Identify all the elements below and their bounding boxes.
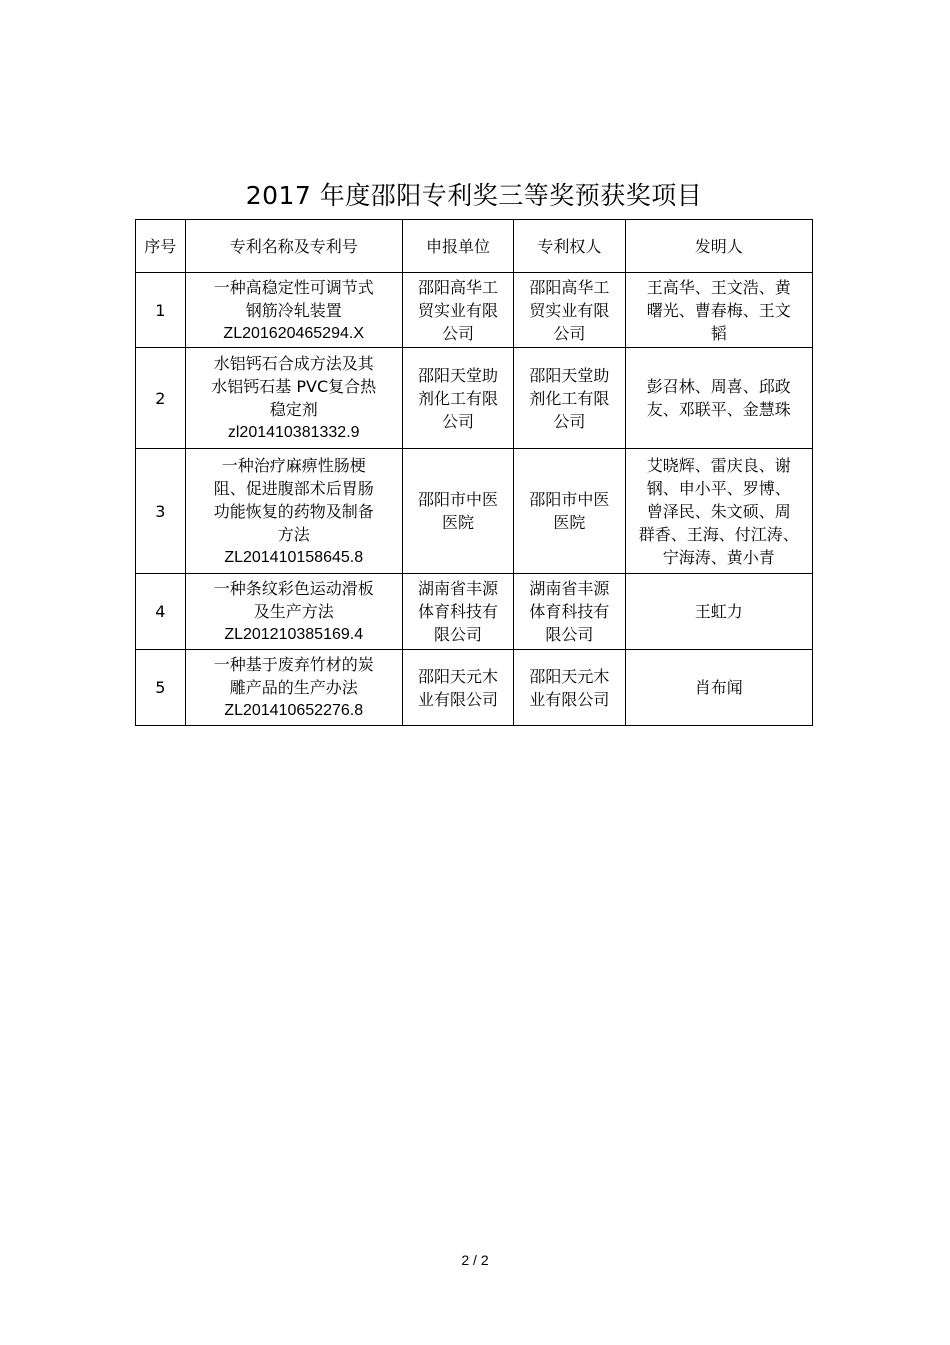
applicant-cell bbox=[402, 449, 513, 574]
inventors-line: 韬 bbox=[710, 323, 727, 343]
patent-name-line: 一种治疗麻痹性肠梗 bbox=[221, 455, 366, 475]
applicant-line: 公司 bbox=[441, 411, 474, 431]
owner-line: 公司 bbox=[553, 411, 586, 431]
applicant-cell bbox=[402, 650, 513, 726]
document-title: 2017 年度邵阳专利奖三等奖预获奖项目 bbox=[245, 181, 703, 210]
inventors-line: 群香、王海、付江涛、 bbox=[638, 524, 799, 544]
inventors-cell bbox=[625, 574, 812, 650]
patent-name-line: 阻、促进腹部术后胃肠 bbox=[213, 478, 374, 498]
owner-line: 贸实业有限 bbox=[529, 300, 610, 320]
row-index: 2 bbox=[136, 348, 186, 449]
applicant-line: 业有限公司 bbox=[417, 689, 498, 709]
inventors-cell bbox=[625, 273, 812, 348]
applicant-cell bbox=[402, 348, 513, 449]
applicant-line: 体育科技有 bbox=[417, 602, 498, 621]
applicant-line: 限公司 bbox=[433, 625, 482, 644]
applicant-cell bbox=[402, 273, 513, 348]
owner-line: 剂化工有限 bbox=[529, 388, 610, 408]
applicant-line: 贸实业有限 bbox=[417, 300, 498, 320]
owner-line: 公司 bbox=[553, 323, 586, 343]
owner-line: 邵阳高华工 bbox=[529, 277, 610, 297]
inventors-line: 王虹力 bbox=[694, 602, 743, 621]
header-patent-name: 专利名称及专利号 bbox=[185, 220, 402, 273]
header-applicant: 申报单位 bbox=[402, 220, 513, 273]
inventors-cell bbox=[625, 348, 812, 449]
table-row bbox=[136, 574, 813, 650]
row-index: 3 bbox=[136, 449, 186, 574]
owner-line: 邵阳天堂助 bbox=[529, 365, 610, 385]
inventors-line: 曙光、曹春梅、王文 bbox=[646, 300, 791, 320]
table-row bbox=[136, 348, 813, 449]
applicant-line: 公司 bbox=[441, 323, 474, 343]
patent-name-line: 水铝钙石基 PVC复合热 bbox=[211, 377, 377, 396]
table-row bbox=[136, 449, 813, 574]
owner-line: 医院 bbox=[553, 513, 586, 532]
row-index: 5 bbox=[136, 650, 186, 726]
table-row bbox=[136, 273, 813, 348]
owner-cell bbox=[514, 348, 625, 449]
owner-line: 体育科技有 bbox=[529, 602, 610, 621]
applicant-line: 湖南省丰源 bbox=[417, 579, 498, 598]
applicant-line: 医院 bbox=[441, 513, 474, 532]
table-header-row bbox=[136, 220, 813, 273]
row-index: 4 bbox=[136, 574, 186, 650]
patent-name-line: 一种高稳定性可调节式 bbox=[213, 277, 374, 297]
owner-cell bbox=[514, 574, 625, 650]
owner-line: 邵阳市中医 bbox=[529, 490, 610, 509]
applicant-line: 邵阳天元木 bbox=[417, 666, 498, 686]
inventors-line: 肖布闻 bbox=[694, 678, 743, 697]
patent-name-cell bbox=[185, 273, 402, 348]
row-index: 1 bbox=[136, 273, 186, 348]
inventors-cell bbox=[625, 650, 812, 726]
header-index: 序号 bbox=[136, 220, 186, 273]
owner-line: 限公司 bbox=[545, 625, 594, 644]
patent-number: ZL201210385169.4 bbox=[224, 626, 364, 643]
inventors-line: 钢、申小平、罗博、 bbox=[646, 478, 791, 498]
applicant-line: 剂化工有限 bbox=[417, 388, 498, 408]
patent-number: ZL201620465294.X bbox=[223, 324, 364, 342]
header-patent-owner: 专利权人 bbox=[514, 220, 625, 273]
owner-line: 业有限公司 bbox=[529, 689, 610, 709]
patent-name-line: 一种基于废弃竹材的炭 bbox=[213, 655, 374, 674]
patent-name-line: 及生产方法 bbox=[253, 602, 334, 621]
patent-name-line: 方法 bbox=[277, 524, 310, 544]
inventors-line: 彭召林、周喜、邱政 bbox=[646, 377, 791, 396]
patent-number: ZL201410158645.8 bbox=[224, 548, 364, 566]
patent-name-line: 稳定剂 bbox=[269, 400, 318, 419]
award-table bbox=[135, 219, 813, 726]
patent-name-cell bbox=[185, 449, 402, 574]
patent-name-cell bbox=[185, 574, 402, 650]
owner-line: 邵阳天元木 bbox=[529, 666, 610, 686]
patent-number: ZL201410652276.8 bbox=[224, 702, 364, 719]
patent-name-line: 水铝钙石合成方法及其 bbox=[213, 354, 374, 373]
inventors-line: 艾晓辉、雷庆良、谢 bbox=[646, 455, 791, 475]
applicant-line: 邵阳天堂助 bbox=[417, 365, 498, 385]
inventors-line: 友、邓联平、金慧珠 bbox=[646, 400, 791, 419]
patent-name-line: 钢筋冷轧装置 bbox=[245, 300, 342, 320]
header-inventors: 发明人 bbox=[625, 220, 812, 273]
patent-name-line: 功能恢复的药物及制备 bbox=[213, 501, 374, 521]
patent-name-line: 一种条纹彩色运动滑板 bbox=[213, 579, 374, 598]
page-number: 2 / 2 bbox=[461, 1252, 489, 1268]
owner-cell bbox=[514, 273, 625, 348]
inventors-line: 曾泽民、朱文硕、周 bbox=[646, 501, 791, 521]
patent-name-line: 雕产品的生产办法 bbox=[229, 678, 358, 697]
inventors-line: 王高华、王文浩、黄 bbox=[646, 277, 791, 297]
patent-name-cell bbox=[185, 348, 402, 449]
inventors-cell bbox=[625, 449, 812, 574]
owner-cell bbox=[514, 449, 625, 574]
owner-line: 湖南省丰源 bbox=[529, 579, 610, 598]
patent-number: zl201410381332.9 bbox=[227, 424, 360, 441]
inventors-line: 宁海涛、黄小青 bbox=[662, 547, 775, 567]
owner-cell bbox=[514, 650, 625, 726]
applicant-line: 邵阳高华工 bbox=[417, 277, 498, 297]
applicant-line: 邵阳市中医 bbox=[417, 490, 498, 509]
table-row bbox=[136, 650, 813, 726]
applicant-cell bbox=[402, 574, 513, 650]
patent-name-cell bbox=[185, 650, 402, 726]
